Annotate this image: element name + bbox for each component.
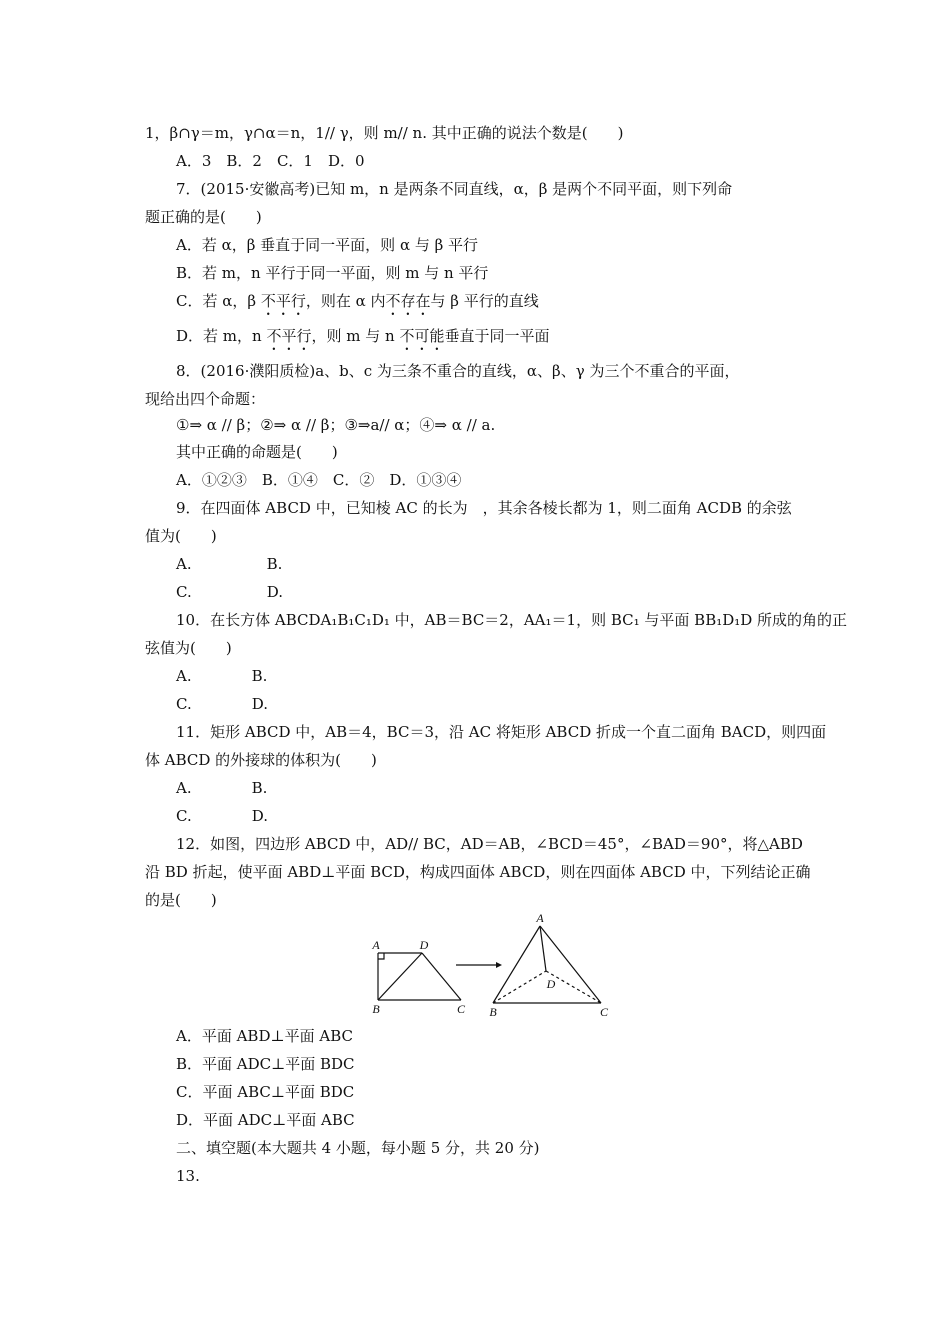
text-line: 1，β∩γ＝m，γ∩α＝n，1// γ，则 m// n. 其中正确的说法个数是( ) (145, 124, 624, 142)
vertex-label-c: C (456, 1002, 466, 1016)
option-a: A．平面 ABD⊥平面 ABC (176, 1027, 353, 1045)
answer-options: C. D. (176, 583, 283, 601)
question-11: 11．矩形 ABCD 中，AB＝4，BC＝3，沿 AC 将矩形 ABCD 折成一个直二面角 BACD，则四面 (176, 723, 827, 741)
question-10: 10．在长方体 ABCDA₁B₁C₁D₁ 中，AB＝BC＝2，AA₁＝1，则 BC₁ 与平面 BB₁D₁D 所成的角的正 (176, 611, 848, 629)
section-heading: 二、填空题(本大题共 4 小题，每小题 5 分，共 20 分) (176, 1139, 540, 1157)
text-line: 现给出四个命题： (145, 390, 266, 408)
option-b: B．若 m，n 平行于同一平面，则 m 与 n 平行 (176, 264, 489, 282)
question-9: 9．在四面体 ABCD 中，已知棱 AC 的长为 ，其余各棱长都为 1，则二面角 ACDB 的余弦 (176, 499, 792, 517)
emphasis-text: 不平行 (266, 327, 312, 345)
answer-options: A．3 B．2 C．1 D．0 (176, 152, 365, 170)
option-c: C．平面 ABC⊥平面 BDC (176, 1083, 355, 1101)
vertex-label-a: A (372, 938, 380, 952)
option-d: D．若 m，n 不平行，则 m 与 n 不可能垂直于同一平面 (176, 327, 550, 345)
vertex-label-c: C (599, 1005, 609, 1017)
question-7: 7．(2015·安徽高考)已知 m，n 是两条不同直线，α，β 是两个不同平面，则下列命 (176, 180, 733, 198)
text-line: 其中正确的命题是( ) (176, 443, 338, 461)
answer-options: A. B. (176, 779, 268, 797)
planar-quadrilateral (378, 953, 461, 1000)
text-line: 题正确的是( ) (145, 208, 262, 226)
geometry-figure (360, 912, 630, 1017)
question-13: 13. (176, 1167, 200, 1185)
answer-options: A. B. (176, 667, 268, 685)
folded-tetrahedron (493, 926, 601, 1003)
vertex-label-d: D (546, 977, 556, 991)
vertex-label-b: B (372, 1002, 380, 1016)
option-a: A．若 α，β 垂直于同一平面，则 α 与 β 平行 (176, 236, 479, 254)
text-line: 值为( ) (145, 527, 217, 545)
emphasis-text: 不存在 (385, 292, 431, 310)
text-line: 弦值为( ) (145, 639, 232, 657)
text-line: 的是( ) (145, 891, 217, 909)
answer-options: C. D. (176, 695, 268, 713)
answer-options: A．①②③ B．①④ C．② D．①③④ (176, 471, 462, 489)
question-8: 8．(2016·濮阳质检)a、b、c 为三条不重合的直线，α、β、γ 为三个不重合的平面， (176, 362, 740, 380)
answer-options: A. B. (176, 555, 283, 573)
text-line: 沿 BD 折起，使平面 ABD⊥平面 BCD，构成四面体 ABCD，则在四面体 ABCD 中，下列结论正确 (145, 863, 811, 881)
vertex-label-b: B (489, 1005, 497, 1017)
text-line: 体 ABCD 的外接球的体积为( ) (145, 751, 377, 769)
option-d: D．平面 ADC⊥平面 ABC (176, 1111, 355, 1129)
vertex-label-d: D (419, 938, 429, 952)
emphasis-text: 不平行 (260, 292, 306, 310)
option-c: C．若 α，β 不平行，则在 α 内不存在与 β 平行的直线 (176, 292, 539, 310)
text-line: ①⇒ α // β；②⇒ α // β；③⇒a// α；④⇒ α // a. (176, 416, 496, 434)
question-12: 12．如图，四边形 ABCD 中，AD// BC，AD＝AB，∠BCD＝45°，∠BAD＝90°，将△ABD (176, 835, 803, 853)
emphasis-text: 不可能 (399, 327, 445, 345)
option-b: B．平面 ADC⊥平面 BDC (176, 1055, 355, 1073)
answer-options: C. D. (176, 807, 268, 825)
vertex-label-a: A (536, 912, 544, 925)
arrow-icon (456, 962, 502, 968)
